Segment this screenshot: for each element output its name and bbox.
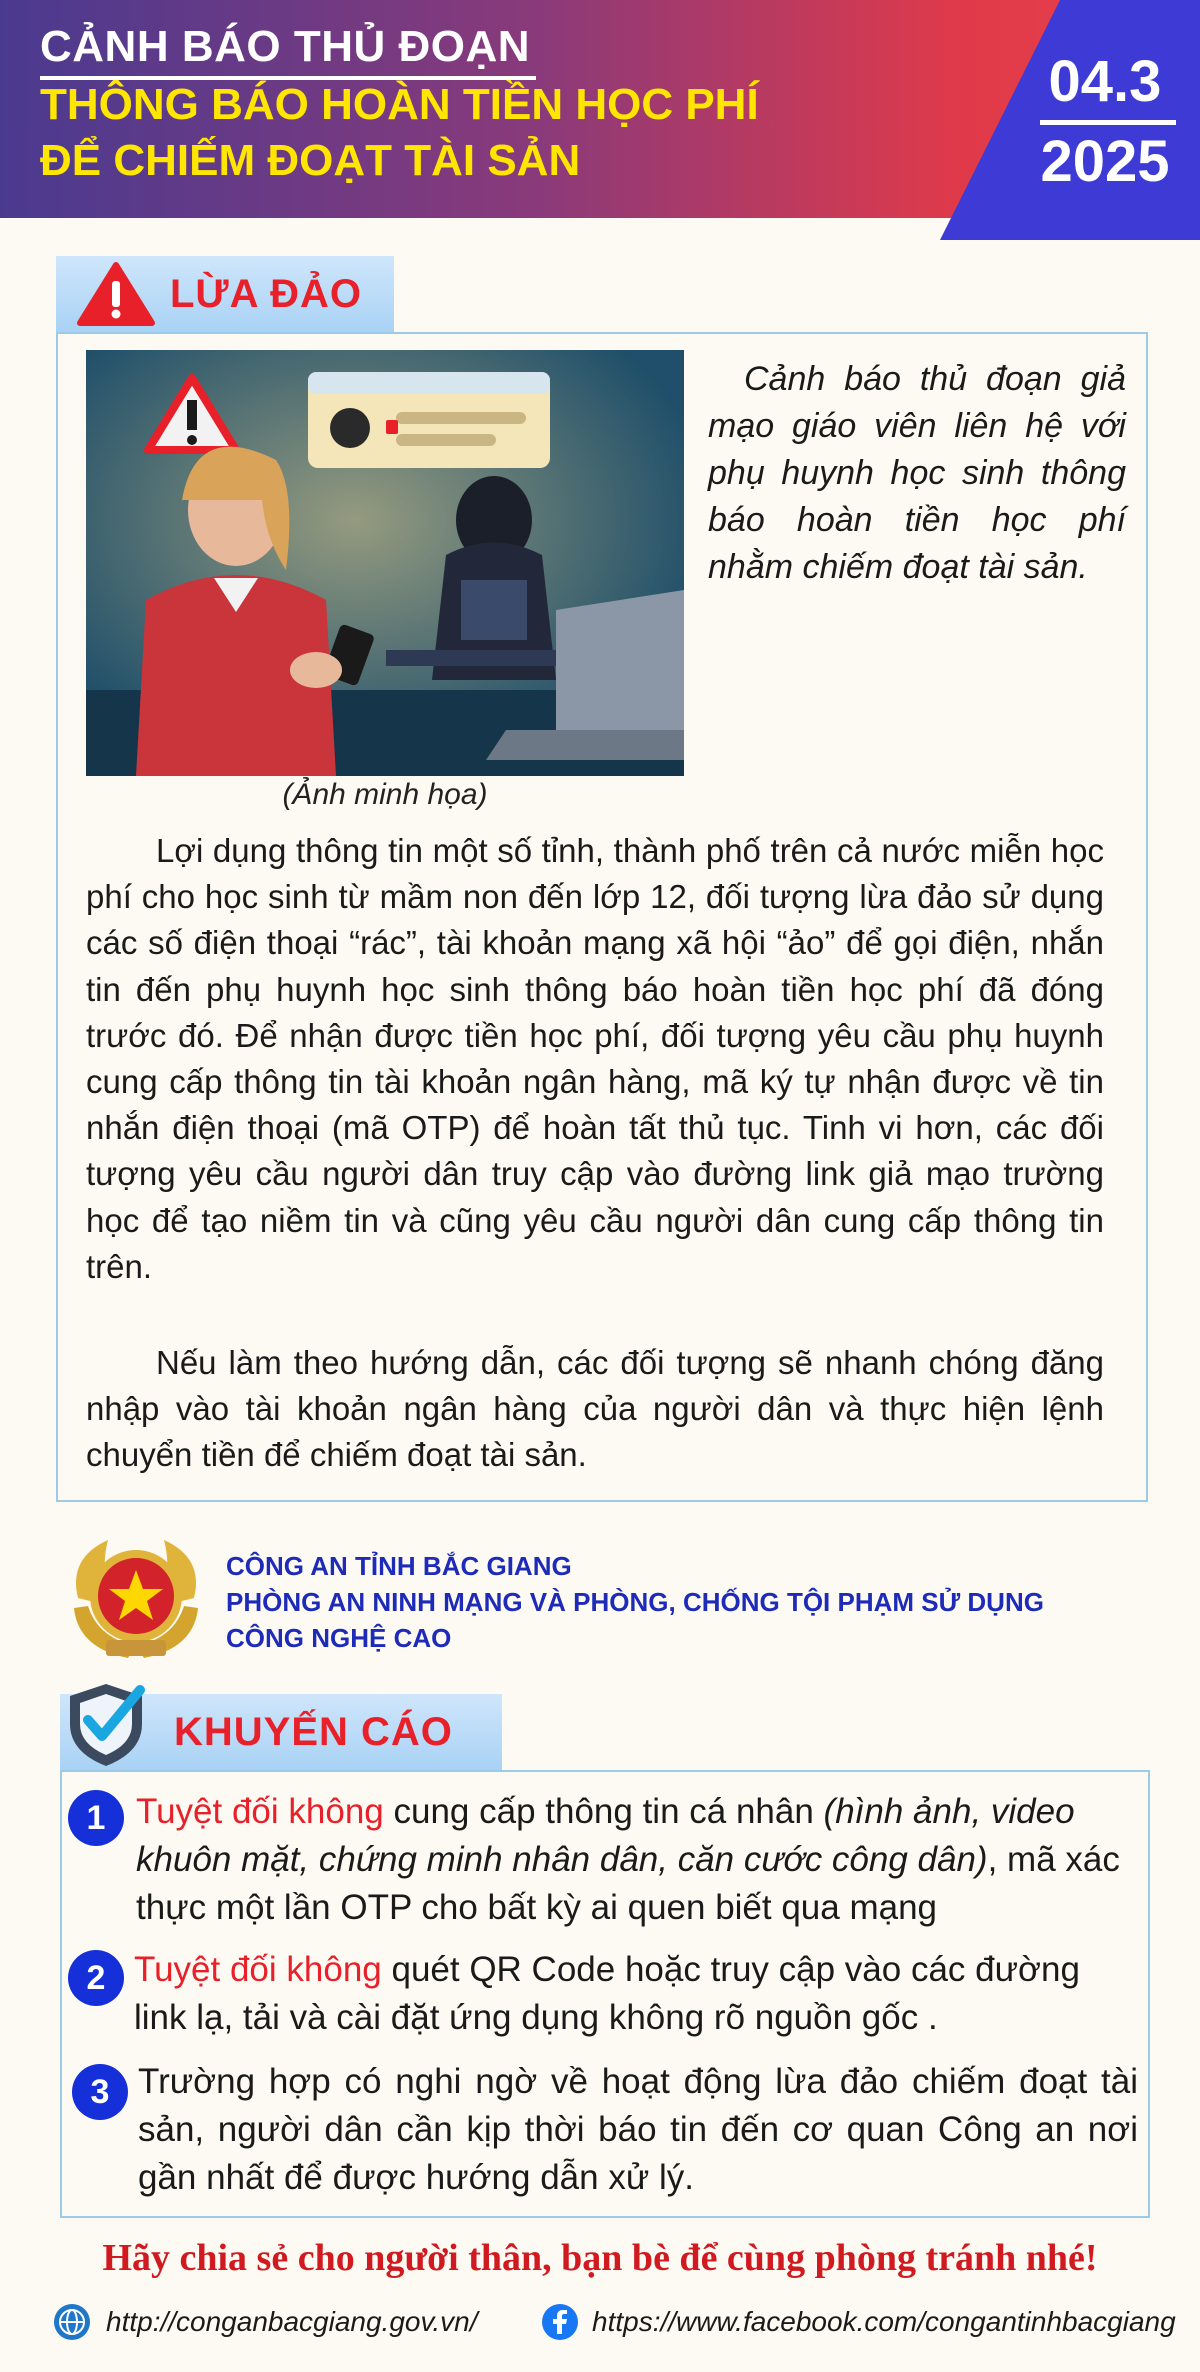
fraud-intro-text: Cảnh báo thủ đoạn giả mạo giáo viên liên hệ với phụ huynh học sinh thông báo hoàn tiền học phí nhằm chiếm đoạt tài sản. <box>708 360 1126 586</box>
facebook-icon <box>540 2302 580 2342</box>
scam-scene-image <box>86 350 684 776</box>
date-day: 04.3 <box>1048 49 1162 114</box>
image-caption: (Ảnh minh họa) <box>282 778 488 811</box>
fraud-section-label <box>56 256 394 332</box>
date-year: 2025 <box>1040 129 1170 194</box>
warning-item-3: Trường hợp có nghi ngờ về hoạt động lừa đảo chiếm đoạt tài sản, người dân cần kịp thời báo tin đến cơ quan Công an nơi gần nhất để được hướng dẫn xử lý. <box>138 2062 1138 2197</box>
shield-check-icon <box>64 1680 148 1770</box>
warning-item-1 <box>136 1788 1136 1932</box>
warning-2-text-a: quét QR Code hoặc truy cập vào các đường link lạ, tải và cài đặt ứng dụng không rõ nguồn gốc . <box>134 1950 1080 2037</box>
website-link[interactable]: http://conganbacgiang.gov.vn/ <box>106 2306 478 2337</box>
header-title-line2: THÔNG BÁO HOÀN TIỀN HỌC PHÍ <box>40 80 759 129</box>
date-divider <box>1040 120 1176 125</box>
warning-number-3: 3 <box>72 2064 128 2120</box>
warning-1-text-a: cung cấp thông tin cá nhân <box>383 1792 824 1831</box>
warning-1-text-b: , mã xác thực một lần OTP cho bất kỳ ai quen biết qua mạng <box>136 1840 1120 1927</box>
agency-department: PHÒNG AN NINH MẠNG VÀ PHÒNG, CHỐNG TỘI PHẠM SỬ DỤNG <box>226 1587 1044 1617</box>
agency-department-cont: CÔNG NGHỆ CAO <box>226 1623 452 1653</box>
warnings-label-text: KHUYẾN CÁO <box>174 1709 453 1754</box>
fraud-paragraph-2: Nếu làm theo hướng dẫn, các đối tượng sẽ nhanh chóng đăng nhập vào tài khoản ngân hàng của người dân và thực hiện lệnh chuyển tiền để chiếm đoạt tài sản. <box>86 1344 1104 1474</box>
agency-name: CÔNG AN TỈNH BẮC GIANG <box>226 1551 572 1581</box>
header-title-line1: CẢNH BÁO THỦ ĐOẠN <box>40 22 531 71</box>
warnings-section-label <box>60 1694 502 1770</box>
warning-triangle-icon <box>76 261 156 327</box>
header-title-line3: ĐỂ CHIẾM ĐOẠT TÀI SẢN <box>40 136 581 185</box>
fraud-paragraph-1: Lợi dụng thông tin một số tỉnh, thành phố trên cả nước miễn học phí cho học sinh từ mầm non đến lớp 12, đối tượng lừa đảo sử dụng các số điện thoại “rác”, tài khoản mạng xã hội “ảo” để gọi điện, nhắn tin đến phụ huynh học sinh thông báo hoàn tiền học phí đã đóng trước đó. Để nhận được tiền học phí, đối tượng yêu cầu phụ huynh cung cấp thông tin tài khoản ngân hàng, mã ký tự nhận được về tin nhắn điện thoại (mã OTP) để hoàn tất thủ tục. Tinh vi hơn, các đối tượng yêu cầu người dân truy cập vào đường link giả mạo trường học để tạo niềm tin và cũng yêu cầu người dân cung cấp thông tin trên. <box>86 832 1104 1285</box>
facebook-link[interactable]: https://www.facebook.com/congantinhbacgiang <box>592 2306 1176 2337</box>
scam-illustration <box>86 350 684 776</box>
police-emblem-icon <box>58 1528 214 1668</box>
warning-number-2: 2 <box>68 1950 124 2006</box>
warning-2-emphasis: Tuyệt đối không <box>134 1950 382 1989</box>
warning-1-italic: (hình ảnh, video khuôn mặt, chứng minh nhân dân, căn cước công dân) <box>136 1792 1075 1879</box>
warning-1-emphasis: Tuyệt đối không <box>136 1792 384 1831</box>
share-call-to-action: Hãy chia sẻ cho người thân, bạn bè để cùng phòng tránh nhé! <box>102 2237 1098 2279</box>
agency-info <box>226 1548 1126 1656</box>
fraud-label-text: LỪA ĐẢO <box>170 271 363 316</box>
globe-icon <box>52 2302 92 2342</box>
warning-number-1: 1 <box>68 1790 124 1846</box>
warning-item-2 <box>134 1946 1134 2042</box>
